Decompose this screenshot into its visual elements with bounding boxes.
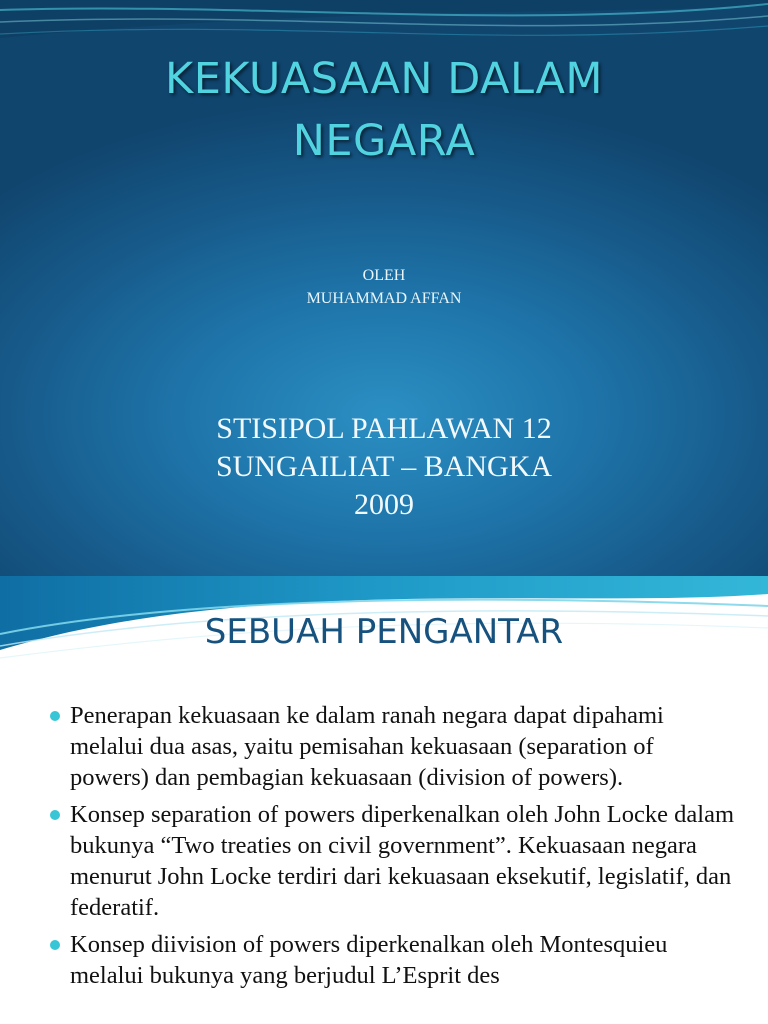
institution-block (0, 410, 768, 524)
author-block (0, 264, 768, 310)
bullet-text: Konsep diivision of powers diperkenalkan oleh Montesquieu melalui bukunya yang berjudul L’Esprit des (70, 931, 668, 989)
list-item (0, 799, 768, 923)
bullet-dot-icon (50, 810, 60, 820)
bullet-text: Konsep separation of powers diperkenalkan oleh John Locke dalam bukunya “Two treaties on civil government”. Kekuasaan negara menurut John Locke terdiri dari kekuasaan eksekutif, legislatif, dan federatif. (70, 801, 735, 921)
bullet-text: Penerapan kekuasaan ke dalam ranah negara dapat dipahami melalui dua asas, yaitu pemisahan kekuasaan (separation of powers) dan pembagian kekuasaan (division of powers). (70, 702, 664, 791)
title-line-1: KEKUASAAN DALAM (165, 54, 603, 104)
institution-location: SUNGAILIAT – BANGKA (215, 450, 553, 483)
author-name: MUHAMMAD AFFAN (306, 290, 462, 307)
title-line-2: NEGARA (292, 116, 476, 166)
list-item (0, 700, 768, 793)
presentation-title (0, 48, 768, 172)
bullet-list (0, 700, 768, 997)
year: 2009 (354, 488, 414, 521)
institution-name: STISIPOL PAHLAWAN 12 (216, 412, 552, 445)
slide-heading: SEBUAH PENGANTAR (204, 612, 564, 652)
bullet-dot-icon (50, 940, 60, 950)
list-item (0, 929, 768, 991)
author-prefix: OLEH (362, 267, 406, 284)
bullet-dot-icon (50, 711, 60, 721)
